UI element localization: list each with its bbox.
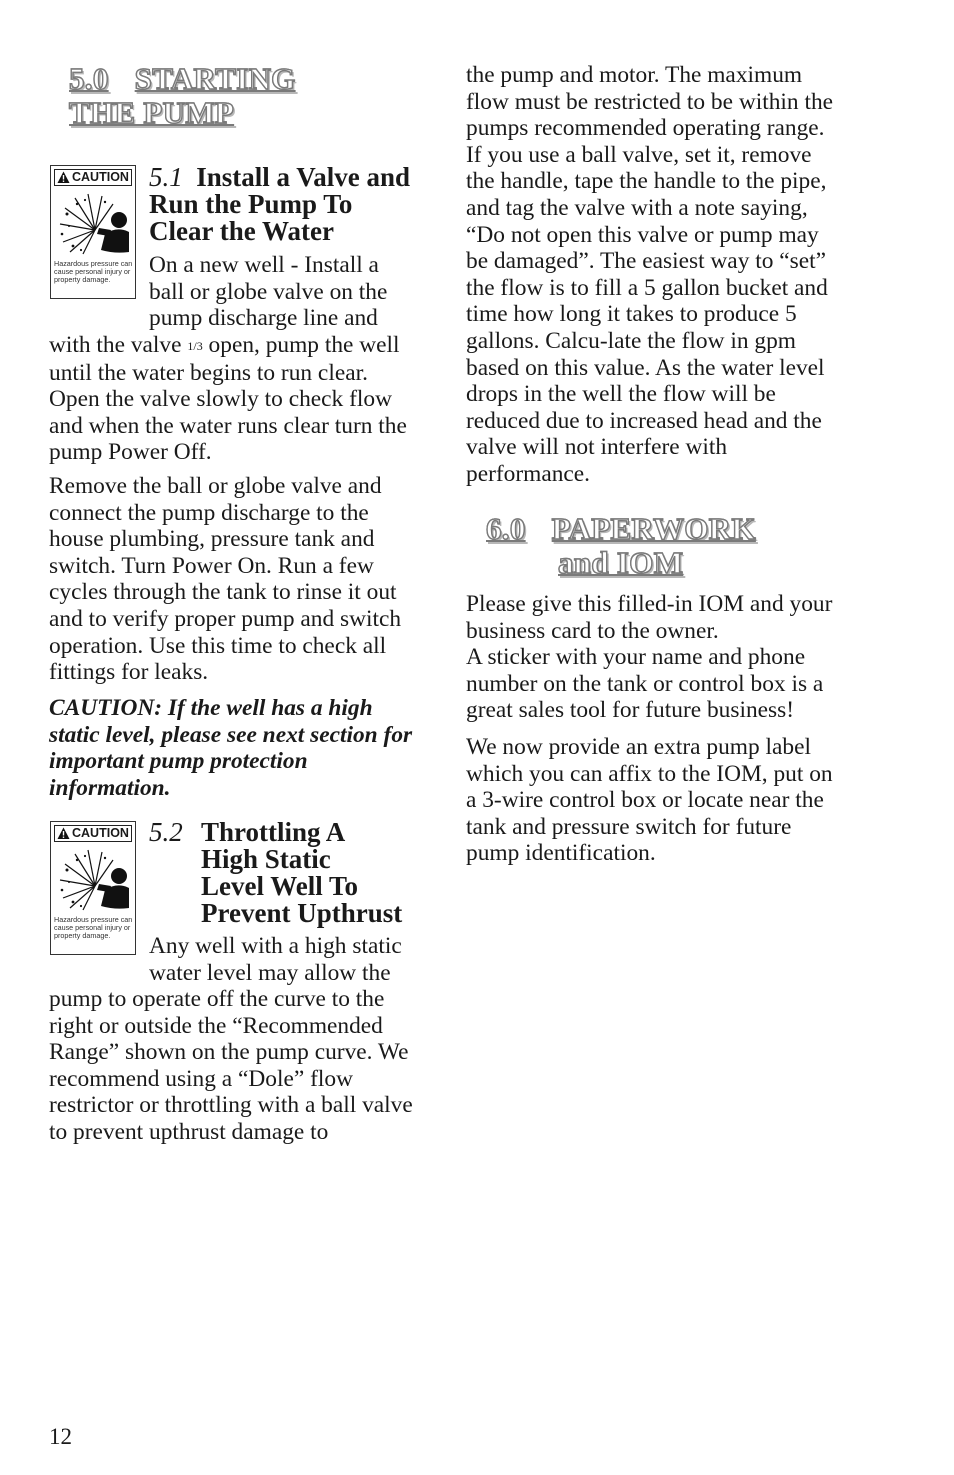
caution-note-1: Hazardous pressure can cause personal injury or property damage.	[54, 259, 133, 284]
section-6-title-line1: PAPERWORK	[551, 511, 756, 546]
section-6-title-line2: and IOM	[558, 545, 684, 580]
section-6-number: 6.0	[486, 511, 526, 546]
caution-note-2: Hazardous pressure can cause personal injury or property damage.	[54, 915, 133, 940]
caution-label-2	[50, 821, 136, 955]
section-5-1-para2: Remove the ball or globe valve and connect the pump discharge to the house plumbing, pressure tank and switch. Turn Power On. Run a few cycles through the tank to rinse it out and to verify proper pump and switch operation. Use this time to check all fittings for leaks.	[49, 473, 402, 686]
caution-tag-1: CAUTION	[54, 169, 132, 186]
caution-label-1	[50, 165, 136, 299]
section-5-1-heading	[149, 164, 419, 245]
pressure-burst-icon	[55, 190, 131, 258]
right-column-continued-para: the pump and motor. The maximum flow must be restricted to be within the pumps recommended operating range. If you use a ball valve, set it, remove the handle, tape the handle to the pipe, and tag the valve with a note saying, “Do not open this valve or pump may be damaged”. The easiest way to “set” the flow is to fill a 5 gallon bucket and time how long it takes to produce 5 gallons. Calcu-late the flow in gpm based on this value. As the water level drops in the well the flow will be reduced due to increased head and the valve will not interfere with performance.	[466, 62, 834, 487]
section-5-1-title: Install a Valve and Run the Pump To Clear the Water	[149, 162, 411, 246]
warning-triangle-icon	[57, 827, 70, 840]
section-5-number: 5.0	[69, 61, 109, 96]
section-5-1-number: 5.1	[149, 162, 183, 192]
valve-fraction: 1/3	[187, 339, 203, 353]
section-6-para2: We now provide an extra pump label which you can affix to the IOM, put on a 3-wire control box or locate near the tank and pressure switch for future pump identification.	[466, 734, 833, 867]
section-5-1-para1-cont: with the valve 1/3 open, pump the well until the water begins to run clear. Open the valve slowly to check flow and when the water runs clear turn the pump Power Off.	[49, 332, 407, 466]
section-6-heading	[486, 512, 756, 580]
section-5-2-number: 5.2	[149, 817, 183, 847]
section-5-title-line2: THE PUMP	[69, 95, 235, 130]
caution-tag-2: CAUTION	[54, 825, 132, 842]
section-5-1-caution-text: CAUTION: If the well has a high static level, please see next section for important pump protection information.	[49, 695, 413, 801]
section-5-1-para1-top: On a new well - Install a ball or globe valve on the pump discharge line and	[149, 252, 388, 332]
section-5-2-para1-top: Any well with a high static water level may allow the	[149, 933, 402, 986]
pressure-burst-icon	[55, 846, 131, 914]
page-number: 12	[49, 1424, 72, 1449]
section-5-2-para1-cont: pump to operate off the curve to the right or outside the “Recommended Range” shown on the pump curve. We recommend using a “Dole” flow restrictor or throttling with a ball valve to prevent upthrust damage to	[49, 986, 413, 1145]
section-6-para1: Please give this filled-in IOM and your business card to the owner. A sticker with your name and phone number on the tank or control box is a great sales tool for future business!	[466, 591, 833, 724]
section-5-title-line1: STARTING	[134, 61, 296, 96]
section-5-heading	[69, 62, 296, 130]
warning-triangle-icon	[57, 171, 70, 184]
